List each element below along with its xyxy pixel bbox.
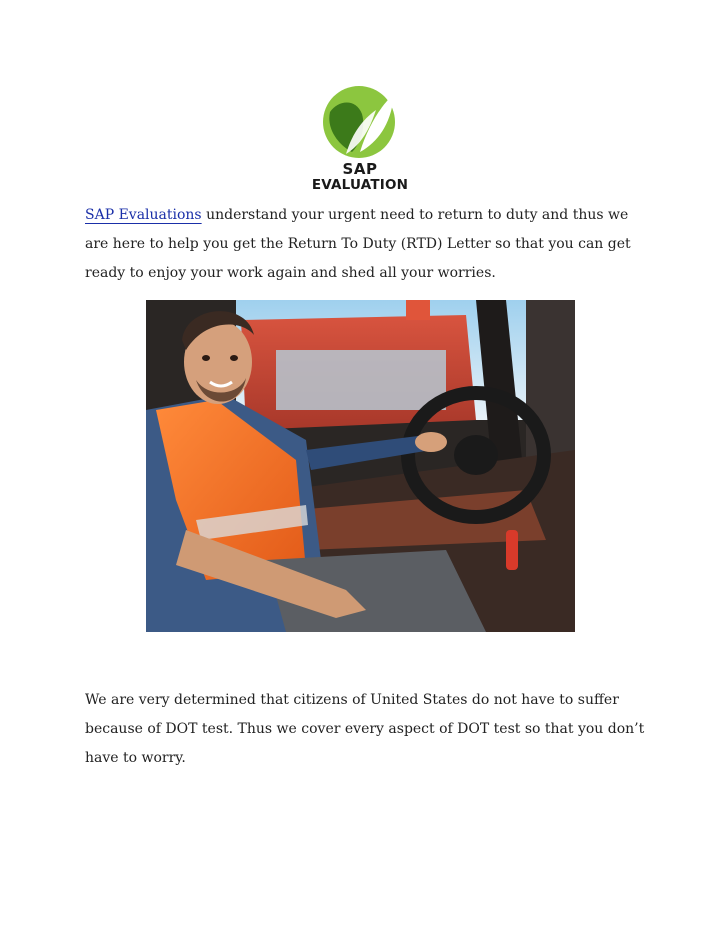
truck-driver-photo (146, 300, 575, 632)
sap-evaluations-link[interactable]: SAP Evaluations (85, 207, 202, 223)
intro-paragraph (85, 201, 645, 288)
logo-line2: EVALUATION (311, 177, 409, 193)
intro-text: understand your urgent need to return to duty and thus we are here to help you get the Return To Duty (RTD) Letter so that you can get ready to enjoy your work again and shed all your worries. (85, 207, 631, 281)
leaf-icon (323, 86, 395, 158)
logo-line1: SAP (342, 160, 378, 178)
closing-paragraph: We are very determined that citizens of United States do not have to suffer because of DOT test. Thus we cover every aspect of DOT test so that you don’t have to worry. (85, 692, 645, 766)
sap-evaluation-logo (300, 84, 420, 194)
